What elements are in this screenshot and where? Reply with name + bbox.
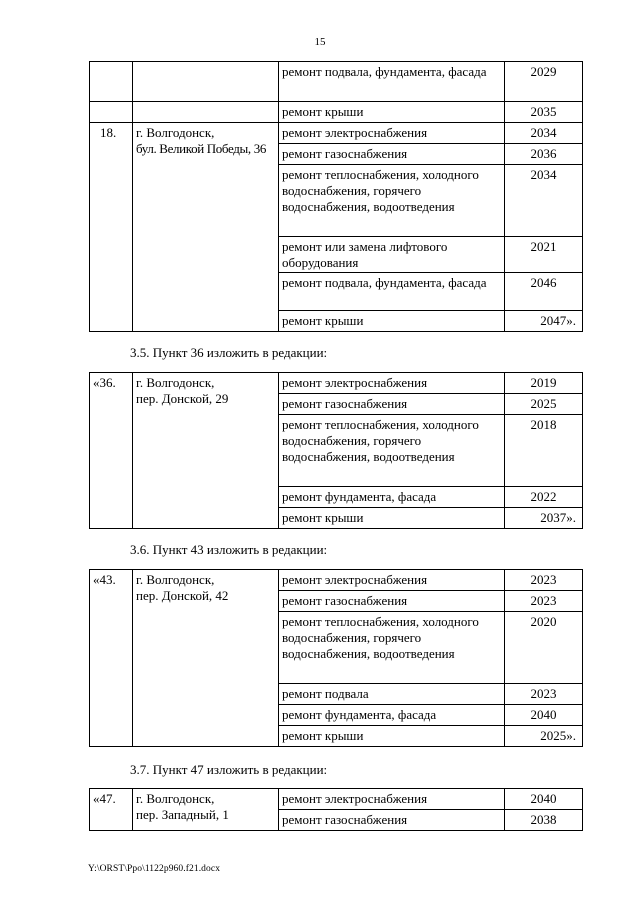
num-cell xyxy=(90,62,133,102)
address-cell xyxy=(133,102,279,123)
address-cell xyxy=(133,62,279,102)
year-cell: 2025». xyxy=(505,726,583,747)
works-table-item-36 xyxy=(89,372,583,529)
year-cell: 2029 xyxy=(505,62,583,102)
work-cell: ремонт электроснабжения xyxy=(279,123,505,144)
table-row xyxy=(90,570,583,591)
year-cell: 2040 xyxy=(505,789,583,810)
item-number: 18. xyxy=(90,123,133,332)
work-cell: ремонт газоснабжения xyxy=(279,591,505,612)
work-cell: ремонт фундамента, фасада xyxy=(279,705,505,726)
works-table-item-43 xyxy=(89,569,583,747)
works-table-item-18 xyxy=(89,61,583,332)
address-cell xyxy=(133,789,279,831)
year-cell: 2046 xyxy=(505,273,583,311)
year-cell: 2023 xyxy=(505,591,583,612)
item-number: «43. xyxy=(90,570,133,747)
year-cell: 2023 xyxy=(505,570,583,591)
page-number: 15 xyxy=(314,36,326,48)
address-cell xyxy=(133,123,279,332)
table-row xyxy=(90,789,583,810)
work-cell: ремонт теплоснабжения, холодного водоснабжения, горячего водоснабжения, водоотведения xyxy=(279,612,505,684)
address-street: бул. Великой Победы, 36 xyxy=(136,141,267,156)
work-cell: ремонт теплоснабжения, холодного водоснабжения, горячего водоснабжения, водоотведения xyxy=(279,165,505,237)
address-street: пер. Западный, 1 xyxy=(136,807,229,822)
paragraph-3-5: 3.5. Пункт 36 изложить в редакции: xyxy=(130,345,328,360)
year-cell: 2040 xyxy=(505,705,583,726)
address-city: г. Волгодонск, xyxy=(136,791,215,806)
year-cell: 2019 xyxy=(505,373,583,394)
paragraph-3-7: 3.7. Пункт 47 изложить в редакции: xyxy=(130,762,328,777)
table-row xyxy=(90,373,583,394)
work-cell: ремонт газоснабжения xyxy=(279,810,505,831)
year-cell: 2022 xyxy=(505,487,583,508)
work-cell: ремонт теплоснабжения, холодного водоснабжения, горячего водоснабжения, водоотведения xyxy=(279,415,505,487)
work-cell: ремонт фундамента, фасада xyxy=(279,487,505,508)
year-cell: 2034 xyxy=(505,165,583,237)
year-cell: 2020 xyxy=(505,612,583,684)
work-cell: ремонт крыши xyxy=(279,726,505,747)
work-cell: ремонт крыши xyxy=(279,508,505,529)
year-cell: 2036 xyxy=(505,144,583,165)
work-cell: ремонт крыши xyxy=(279,311,505,332)
paragraph-3-6: 3.6. Пункт 43 изложить в редакции: xyxy=(130,542,328,557)
work-cell: ремонт крыши xyxy=(279,102,505,123)
work-cell: ремонт подвала xyxy=(279,684,505,705)
address-cell xyxy=(133,373,279,529)
num-cell xyxy=(90,102,133,123)
address-cell xyxy=(133,570,279,747)
table-row xyxy=(90,102,583,123)
work-cell: ремонт электроснабжения xyxy=(279,789,505,810)
year-cell: 2047». xyxy=(505,311,583,332)
item-number: «47. xyxy=(90,789,133,831)
year-cell: 2035 xyxy=(505,102,583,123)
year-cell: 2023 xyxy=(505,684,583,705)
year-cell: 2034 xyxy=(505,123,583,144)
work-cell: ремонт подвала, фундамента, фасада xyxy=(279,273,505,311)
work-cell: ремонт электроснабжения xyxy=(279,570,505,591)
work-cell: ремонт подвала, фундамента, фасада xyxy=(279,62,505,102)
footer-file-path: Y:\ORST\Ppo\1122p960.f21.docx xyxy=(88,864,221,874)
address-street: пер. Донской, 42 xyxy=(136,588,229,603)
year-cell: 2037». xyxy=(505,508,583,529)
year-cell: 2021 xyxy=(505,237,583,273)
work-cell: ремонт газоснабжения xyxy=(279,394,505,415)
work-cell: ремонт газоснабжения xyxy=(279,144,505,165)
address-street: пер. Донской, 29 xyxy=(136,391,229,406)
address-city: г. Волгодонск, xyxy=(136,375,215,390)
address-city: г. Волгодонск, xyxy=(136,572,215,587)
work-cell: ремонт или замена лифтового оборудования xyxy=(279,237,505,273)
year-cell: 2038 xyxy=(505,810,583,831)
work-cell: ремонт электроснабжения xyxy=(279,373,505,394)
year-cell: 2025 xyxy=(505,394,583,415)
address-city: г. Волгодонск, xyxy=(136,125,215,140)
table-row xyxy=(90,123,583,144)
item-number: «36. xyxy=(90,373,133,529)
table-row xyxy=(90,62,583,102)
works-table-item-47 xyxy=(89,788,583,831)
year-cell: 2018 xyxy=(505,415,583,487)
